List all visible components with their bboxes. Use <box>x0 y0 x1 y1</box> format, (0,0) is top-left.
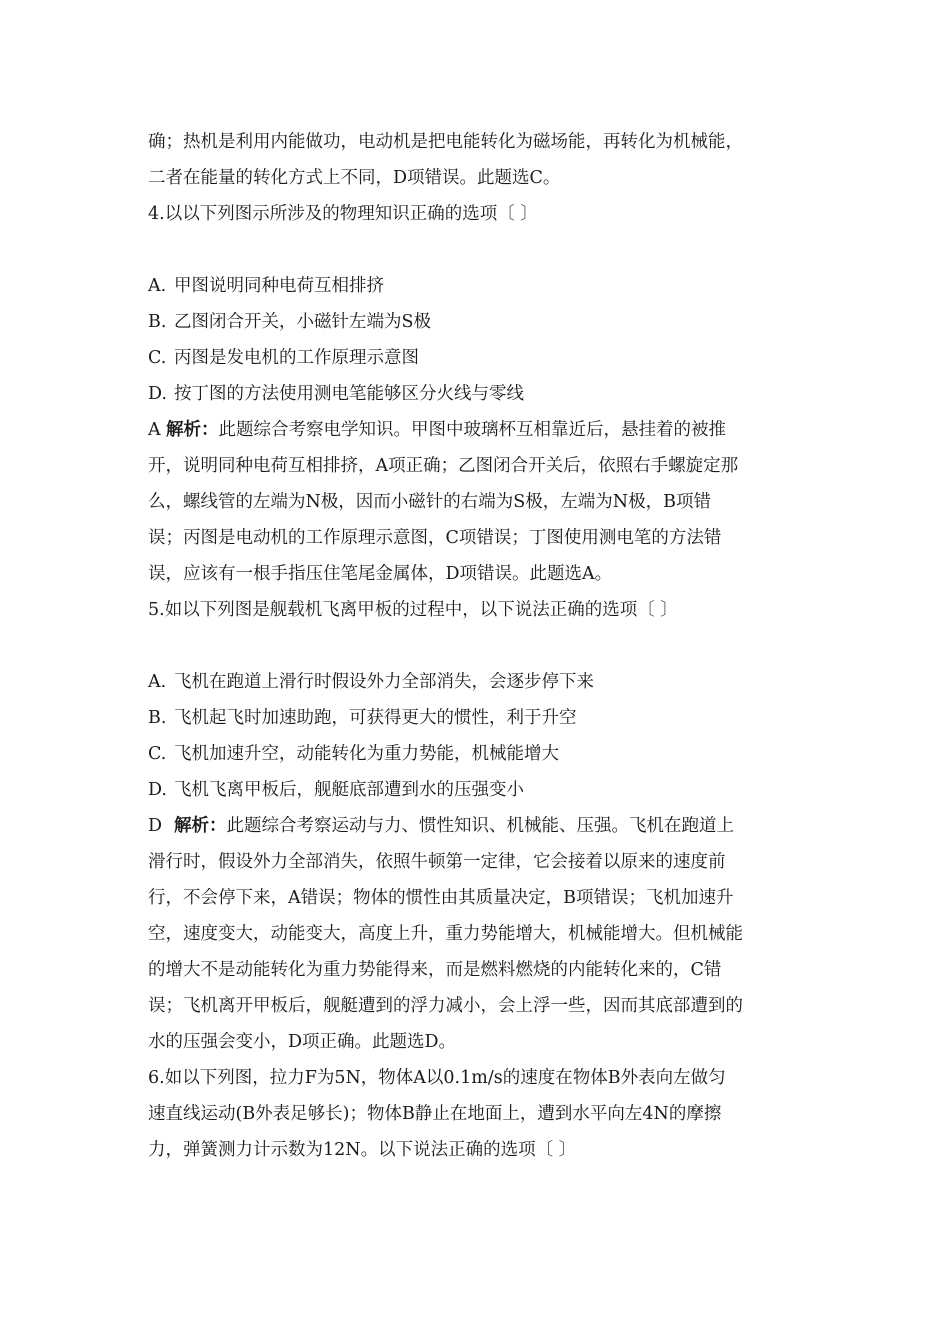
option-text: 乙图闭合开关，小磁针左端为S极 <box>174 312 431 332</box>
figure-placeholder <box>148 232 808 268</box>
question-5-option-b <box>148 700 808 736</box>
option-key: A. <box>148 672 167 692</box>
question-4-analysis-line: 误；丙图是电动机的工作原理示意图，C项错误；丁图使用测电笔的方法错 <box>148 528 722 548</box>
question-5-analysis-line: 滑行时，假设外力全部消失，依照牛顿第一定律，它会接着以原来的速度前 <box>148 852 726 872</box>
option-text: 飞机起飞时加速助跑，可获得更大的惯性，利于升空 <box>174 708 577 728</box>
question-6-stem-line: 力，弹簧测力计示数为12N。以下说法正确的选项〔 〕 <box>148 1140 577 1160</box>
analysis-text: 此题综合考察电学知识。甲图中玻璃杯互相靠近后，悬挂着的被推 <box>218 420 726 440</box>
question-5-analysis-first <box>148 808 808 844</box>
question-4-stem: 4.以以下列图示所涉及的物理知识正确的选项〔 〕 <box>148 204 538 224</box>
question-4-analysis-line: 开，说明同种电荷互相排挤，A项正确；乙图闭合开关后，依照右手螺旋定那 <box>148 456 739 476</box>
intro-line: 二者在能量的转化方式上不同，D项错误。此题选C。 <box>148 168 561 188</box>
answer-key: D <box>148 816 163 836</box>
option-key: D. <box>148 384 167 404</box>
question-5-analysis-line: 空，速度变大，动能变大，高度上升，重力势能增大，机械能增大。但机械能 <box>148 924 743 944</box>
question-4-option-c <box>148 340 808 376</box>
option-text: 飞机在跑道上滑行时假设外力全部消失，会逐步停下来 <box>174 672 594 692</box>
option-text: 甲图说明同种电荷互相排挤 <box>174 276 384 296</box>
option-key: C. <box>148 348 167 368</box>
option-text: 飞机飞离甲板后，舰艇底部遭到水的压强变小 <box>174 780 524 800</box>
question-6-stem-line: 速直线运动(B外表足够长)；物体B静止在地面上，遭到水平向左4N的摩擦 <box>148 1104 722 1124</box>
question-5-analysis-line: 的增大不是动能转化为重力势能得来，而是燃料燃烧的内能转化来的，C错 <box>148 960 722 980</box>
option-key: B. <box>148 708 167 728</box>
option-text: 丙图是发电机的工作原理示意图 <box>174 348 419 368</box>
question-5-analysis-line: 行，不会停下来，A错误；物体的惯性由其质量决定，B项错误；飞机加速升 <box>148 888 734 908</box>
intro-line: 确；热机是利用内能做功，电动机是把电能转化为磁场能，再转化为机械能， <box>148 132 743 152</box>
question-5-option-d <box>148 772 808 808</box>
question-5-option-c <box>148 736 808 772</box>
question-4-option-a <box>148 268 808 304</box>
analysis-label: 解析： <box>174 816 227 836</box>
option-key: B. <box>148 312 167 332</box>
question-4-option-b <box>148 304 808 340</box>
figure-placeholder <box>148 628 808 664</box>
document-content <box>148 124 808 1168</box>
question-4-option-d <box>148 376 808 412</box>
option-key: C. <box>148 744 167 764</box>
question-4-analysis-line: 么，螺线管的左端为N极，因而小磁针的右端为S极，左端为N极，B项错 <box>148 492 711 512</box>
option-key: D. <box>148 780 167 800</box>
question-6-stem-line: 6.如以下列图，拉力F为5N，物体A以0.1m/s的速度在物体B外表向左做匀 <box>148 1068 726 1088</box>
analysis-text: 此题综合考察运动与力、惯性知识、机械能、压强。飞机在跑道上 <box>226 816 734 836</box>
option-text: 飞机加速升空，动能转化为重力势能，机械能增大 <box>174 744 559 764</box>
question-5-option-a <box>148 664 808 700</box>
question-4-analysis-line: 误，应该有一根手指压住笔尾金属体，D项错误。此题选A。 <box>148 564 613 584</box>
question-4-analysis-first <box>148 412 808 448</box>
option-key: A. <box>148 276 167 296</box>
option-text: 按丁图的方法使用测电笔能够区分火线与零线 <box>174 384 524 404</box>
answer-key: A <box>148 420 161 440</box>
question-5-analysis-line: 水的压强会变小，D项正确。此题选D。 <box>148 1032 457 1052</box>
analysis-label: 解析： <box>166 420 219 440</box>
question-5-stem: 5.如以下列图是舰载机飞离甲板的过程中，以下说法正确的选项〔 〕 <box>148 600 678 620</box>
question-5-analysis-line: 误；飞机离开甲板后，舰艇遭到的浮力减小，会上浮一些，因而其底部遭到的 <box>148 996 743 1016</box>
